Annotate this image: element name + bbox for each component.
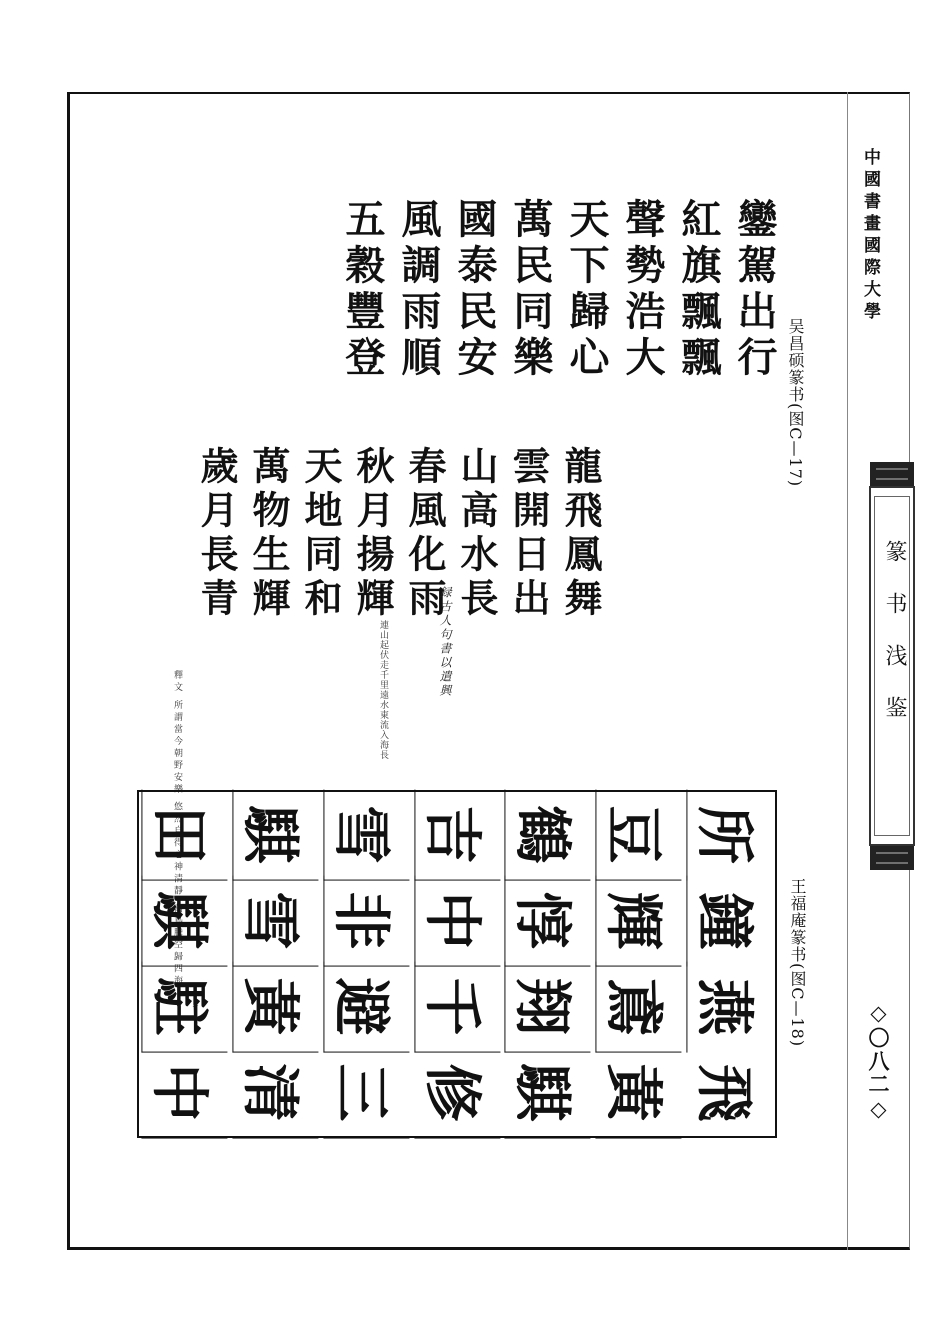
seal-cell: 騏 [505, 1048, 591, 1139]
seal-cell: 三 [323, 1048, 409, 1139]
transcription-note: 釋文 所謂當今朝野安樂 悠然自得心神清靜 萬鳥騰空歸四海 [172, 670, 182, 988]
seal-cell: 雪 [232, 876, 318, 967]
seal-cell: 輝 [596, 876, 682, 967]
seal-cell: 千 [414, 962, 500, 1053]
calligraphy-second-work: 龍飛鳳舞雲開日出山高水長春風化雨秋月揚輝天地同和萬物生輝歲月長青 [194, 446, 603, 622]
section-title: 篆书浅鉴 [882, 540, 907, 748]
seal-cell: 翔 [505, 962, 591, 1053]
seal-cell: 田 [141, 790, 227, 881]
seal-cell: 豆 [596, 790, 682, 881]
seal-cell: 雪 [323, 790, 409, 881]
figure-caption-c18: 王福庵篆书(图C—18) [788, 878, 807, 1048]
figure-caption-c17: 吴昌硕篆书(图C—17) [786, 318, 805, 488]
seal-cell: 騏 [232, 790, 318, 881]
page-number: ◇〇八二◇ [866, 1000, 891, 1123]
decorative-band-top [870, 462, 914, 486]
seal-cell: 鳶 [596, 962, 682, 1053]
seal-cell: 黃 [232, 962, 318, 1053]
seal-cell: 鶴 [505, 790, 591, 881]
seal-cell: 吉 [414, 790, 500, 881]
seal-cell: 非 [323, 876, 409, 967]
calligraphy-inscription: 録古人句書以遣興 [438, 586, 452, 698]
seal-cell: 駐 [141, 962, 227, 1053]
seal-cell: 避 [323, 962, 409, 1053]
seal-cell: 清 [232, 1048, 318, 1139]
calligraphy-inscription-small: 連山起伏走千里遠水東流入海長 [378, 620, 388, 760]
seal-cell: 中 [141, 1048, 227, 1139]
running-header: 中國書畫國際大學 [860, 148, 880, 324]
decorative-band-bottom [870, 846, 914, 870]
margin-rule [847, 92, 848, 1250]
seal-cell: 飛 [690, 1063, 759, 1122]
seal-cell: 所 [687, 790, 773, 881]
seal-cell: 燕 [687, 962, 773, 1053]
seal-cell: 黃 [596, 1048, 682, 1139]
seal-cell: 中 [414, 876, 500, 967]
seal-cell: 鐘 [687, 876, 773, 967]
seal-script-grid [137, 790, 777, 1138]
seal-cell: 騏 [141, 876, 227, 967]
seal-cell: 惇 [505, 876, 591, 967]
seal-cell: 修 [414, 1048, 500, 1139]
calligraphy-wu-changshuo: 鑾駕出行紅旗飄飄聲勢浩大天下歸心萬民同樂國泰民安風調雨順五穀豐登 [339, 198, 778, 382]
